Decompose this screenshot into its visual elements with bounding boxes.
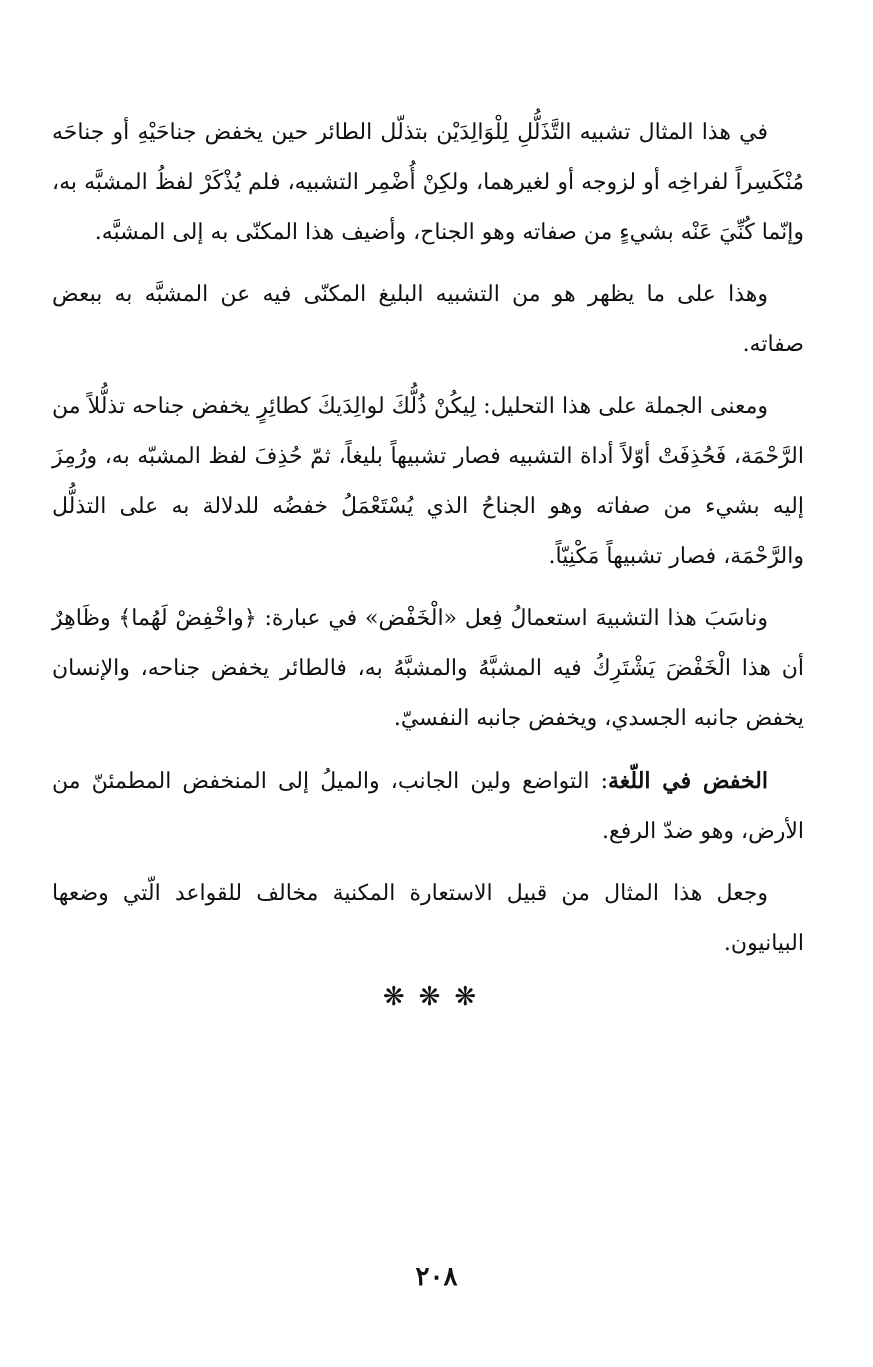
paragraph-1: في هذا المثال تشبيه التَّذَلُّلِ لِلْوَالِدَيْن بتذلّل الطائر حين يخفض جناحَيْهِ أو جناحَه مُنْكَسِراً لفراخِه أو لزوجه أو لغيرهما، ولكِنْ أُضْمِر التشبيه، فلم يُذْكَرْ لفظُ المشبَّه به، وإنّما كُنِّيَ عَنْه بشيءٍ من صفاته وهو الجناح، وأضيف هذا المكنّى به إلى المشبَّه. — [52, 120, 804, 245]
body-text — [52, 108, 804, 981]
paragraph-2: وهذا على ما يظهر هو من التشبيه البليغ المكنّى فيه عن المشبَّه به ببعض صفاته. — [52, 282, 804, 357]
page-number: ٢٠٨ — [415, 1262, 458, 1292]
definition-term: الخفض في اللّغة — [608, 768, 768, 794]
closing-paragraph: وجعل هذا المثال من قبيل الاستعارة المكنية مخالف للقواعد الّتي وضعها البيانيون. — [52, 881, 804, 956]
section-divider-ornament: ❋❋❋ — [382, 982, 491, 1012]
paragraph-3: ومعنى الجملة على هذا التحليل: لِيكُنْ ذُلُّكَ لوالِدَيكَ كطائِرٍ يخفض جناحه تذلُّلاً من الرَّحْمَة، فَحُذِفَتْ أوّلاً أداة التشبيه فصار تشبيهاً بليغاً، ثمّ حُذِفَ لفظ المشبّه به، ورُمِزَ إليه بشيء من صفاته وهو الجناحُ الذي يُسْتَعْمَلُ خفضُه للدلالة به على التذلُّل والرَّحْمَة، فصار تشبيهاً مَكْنِيّاً. — [52, 394, 804, 569]
definition-paragraph — [52, 756, 804, 857]
paragraph-4: وناسَبَ هذا التشبيهَ استعمالُ فِعل «الْخَفْض» في عبارة: ﴿واخْفِضْ لَهُما﴾ وظَاهِرٌ أن هذا الْخَفْضَ يَشْتَرِكُ فيه المشبَّهُ والمشبَّهُ به، فالطائر يخفض جناحه، والإنسان يخفض جانبه الجسدي، ويخفض جانبه النفسيّ. — [52, 606, 804, 731]
definition-text: : التواضع ولين الجانب، والميلُ إلى المنخفض المطمئنّ من الأرض، وهو ضدّ الرفع. — [52, 769, 804, 844]
